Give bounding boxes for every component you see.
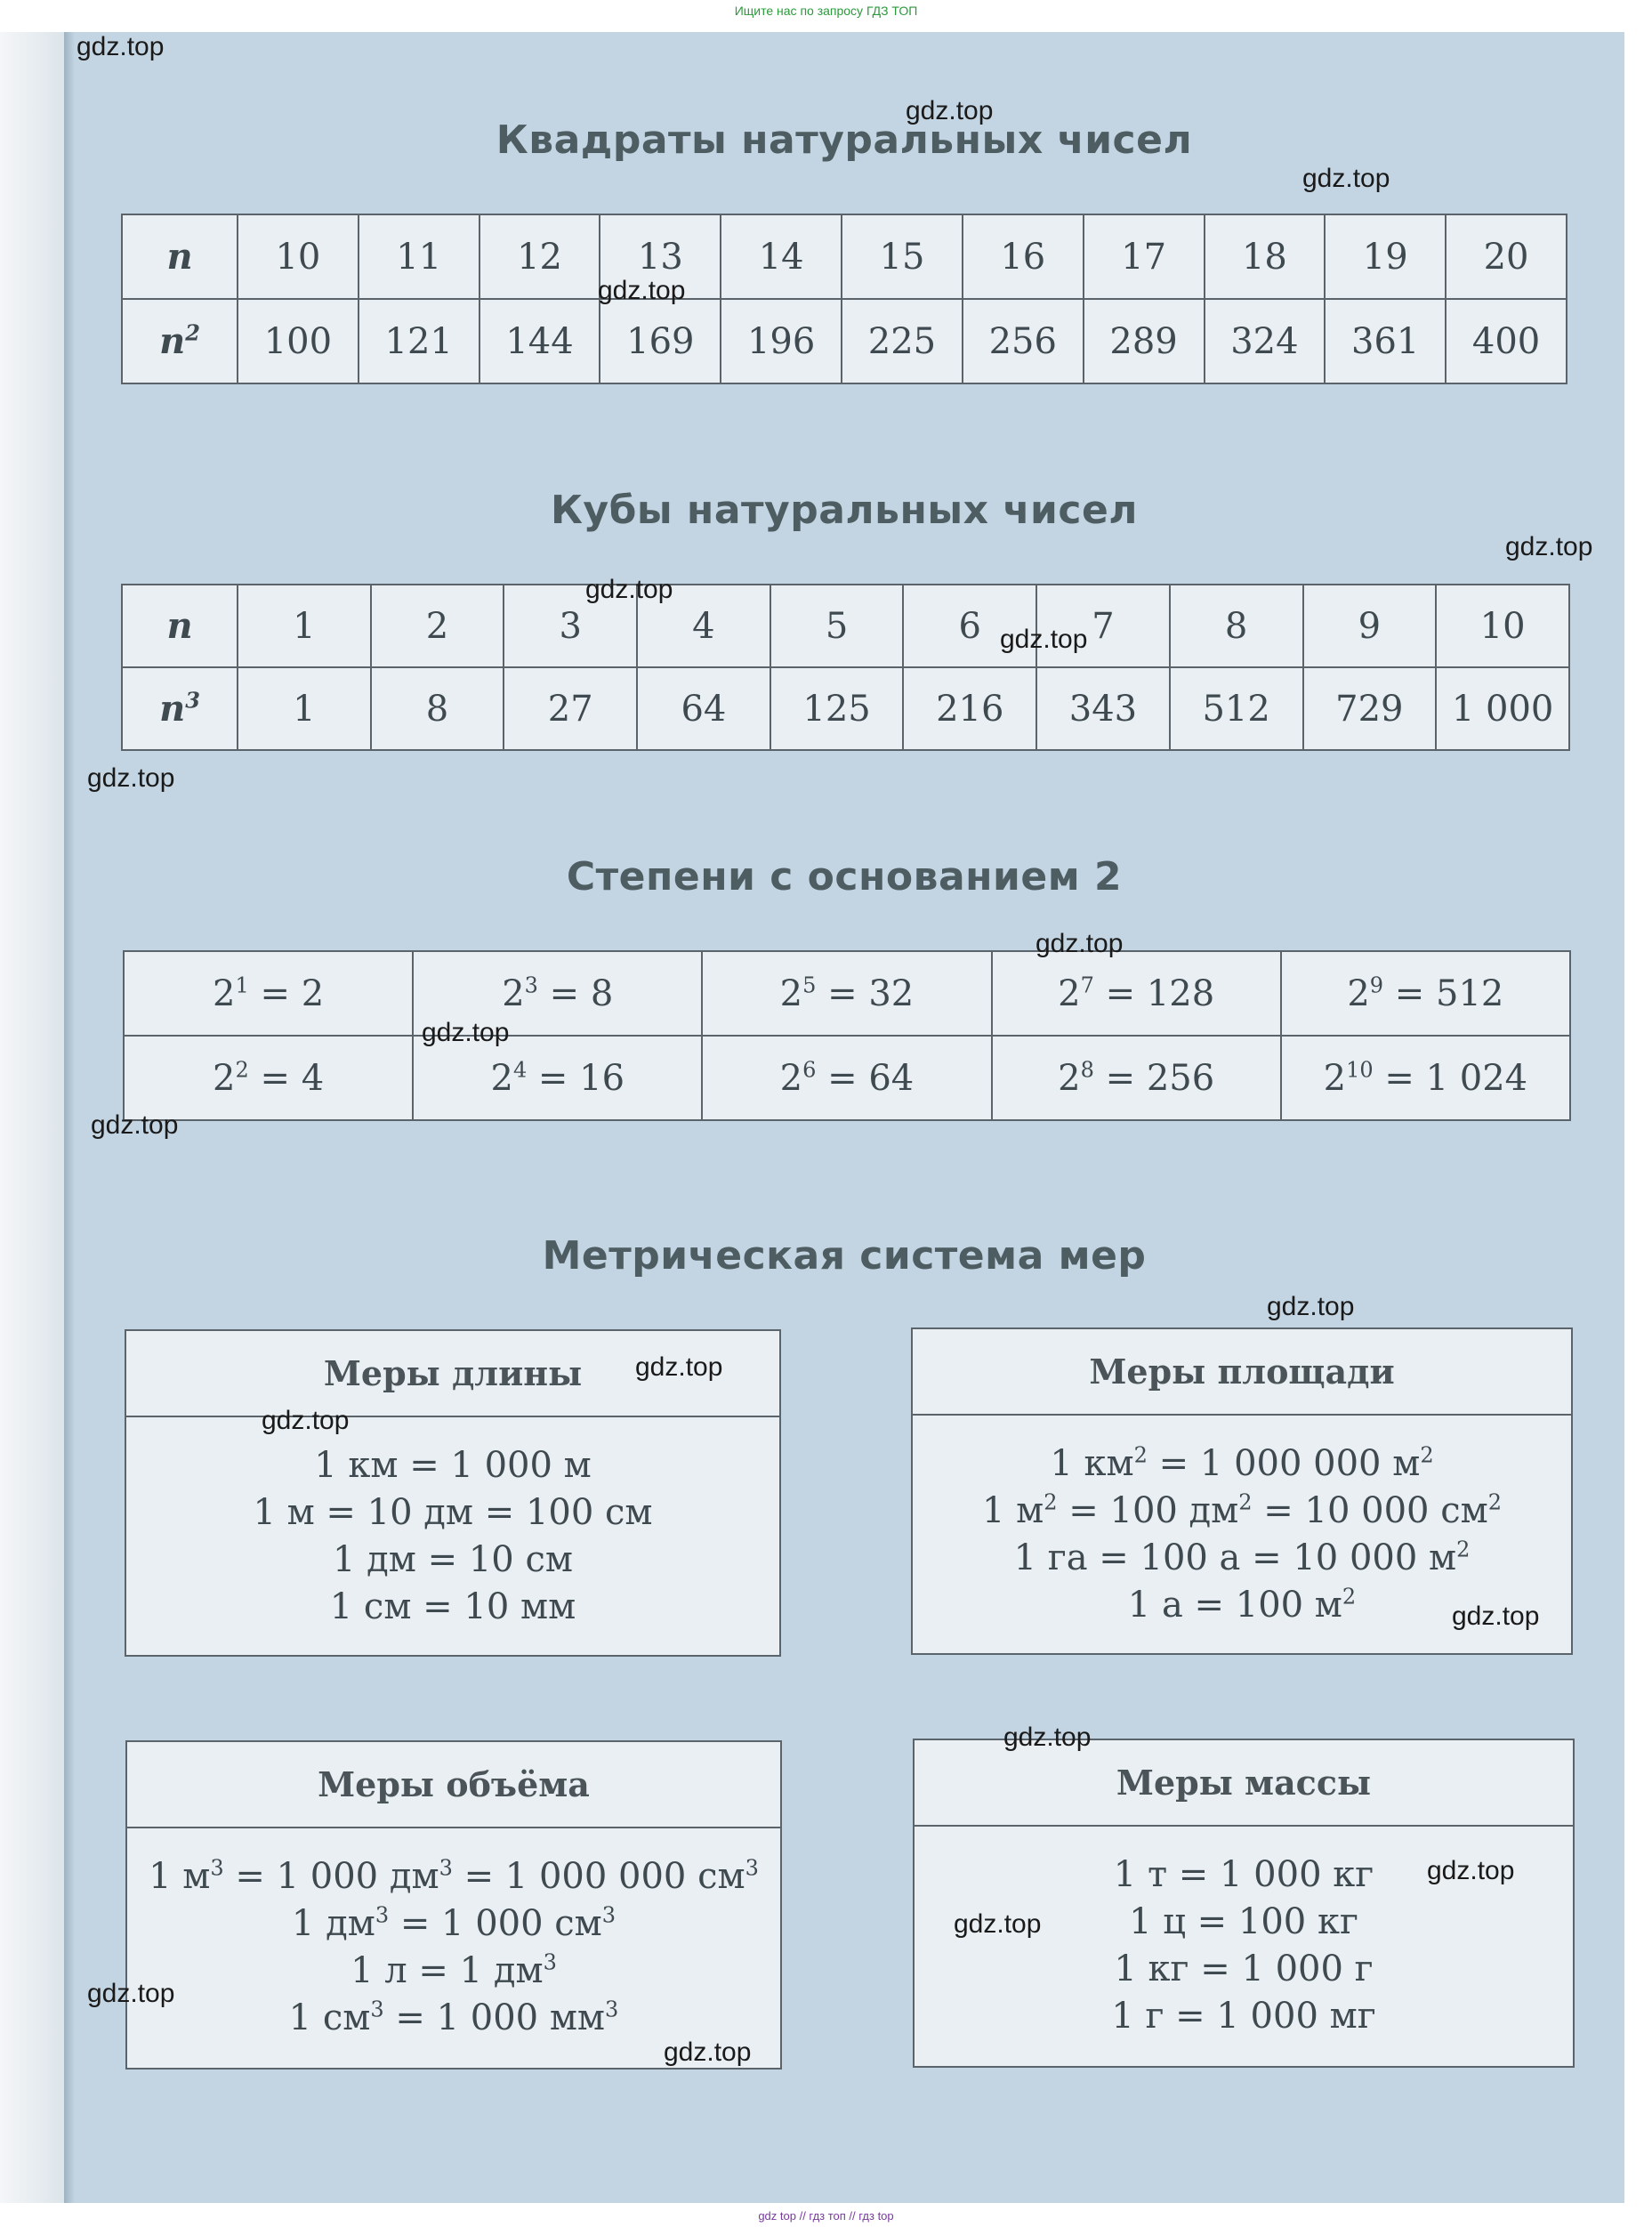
- cubes-n-cell: 5: [770, 585, 904, 667]
- watermark: gdz.top: [1452, 1602, 1540, 1631]
- cubes-n-cell: 1: [238, 585, 371, 667]
- cubes-value-cell: 8: [371, 667, 504, 750]
- watermark: gdz.top: [262, 1406, 350, 1435]
- squares-n-cell: 16: [963, 214, 1084, 299]
- squares-n-cell: 11: [359, 214, 479, 299]
- length-title: Меры длины: [126, 1331, 779, 1417]
- area-line: 1 $м^2 = 100$ $дм^2 = 10$ 000 $см^2$: [981, 1489, 1502, 1531]
- cubes-n-cell: 8: [1170, 585, 1303, 667]
- area-line: 1 а = 100 $м^2$: [1127, 1584, 1357, 1626]
- power-cell: $2^4 = 16$: [413, 1036, 702, 1120]
- squares-value-cell: 289: [1084, 299, 1205, 383]
- bottom-banner: gdz top // гдз топ // гдз top: [758, 2209, 894, 2223]
- mass-box: [913, 1739, 1575, 2068]
- squares-value-cell: 196: [721, 299, 842, 383]
- volume-line: 1 $см^3 = 1$ 000 $мм^3$: [288, 1997, 619, 2038]
- cubes-n-label: n: [122, 585, 238, 667]
- cubes-n-cell: 6: [903, 585, 1036, 667]
- area-line: 1 $км^2 = 1$ 000 000 $м^2$: [1050, 1442, 1434, 1484]
- mass-line: 1 ц = 100 кг: [1129, 1901, 1358, 1942]
- cubes-value-cell: 512: [1170, 667, 1303, 750]
- watermark: gdz.top: [1505, 532, 1593, 561]
- watermark: gdz.top: [87, 763, 175, 793]
- length-line: 1 см = 10 мм: [329, 1586, 576, 1627]
- cubes-value-cell: 729: [1303, 667, 1437, 750]
- squares-n-cell: 20: [1446, 214, 1567, 299]
- watermark: gdz.top: [635, 1352, 723, 1382]
- area-line: 1 га = 100 а = 10 000 $м^2$: [1013, 1537, 1471, 1578]
- volume-line: 1 $дм^3 = 1$ 000 $см^3$: [291, 1902, 616, 1944]
- squares-n-cell: 13: [600, 214, 721, 299]
- volume-line: 1 $м^3 = 1$ 000 $дм^3 = 1$ 000 000 $см^3$: [149, 1855, 759, 1897]
- volume-body: [127, 1828, 780, 2042]
- volume-title: Меры объёма: [127, 1742, 780, 1828]
- cubes-value-cell: 216: [903, 667, 1036, 750]
- cubes-n-cell: 7: [1036, 585, 1170, 667]
- squares-n-cell: 10: [238, 214, 359, 299]
- watermark: gdz.top: [1267, 1292, 1355, 1321]
- power-cell: $2^6 = 64$: [702, 1036, 991, 1120]
- squares-n-label: n: [122, 214, 238, 299]
- squares-value-cell: 400: [1446, 299, 1567, 383]
- power-cell: $2^9 = 512$: [1281, 951, 1570, 1036]
- cubes-value-cell: 125: [770, 667, 904, 750]
- cubes-value-cell: 1 000: [1436, 667, 1569, 750]
- cubes-n-cell: 2: [371, 585, 504, 667]
- area-title: Меры площади: [913, 1329, 1571, 1416]
- watermark: gdz.top: [954, 1909, 1042, 1939]
- power-cell: $2^{10} = 1$ 024: [1281, 1036, 1570, 1120]
- power-cell: $2^1 = 2$: [124, 951, 413, 1036]
- cubes-table: [121, 584, 1570, 751]
- length-line: 1 дм = 10 см: [333, 1539, 573, 1580]
- squares-n-cell: 19: [1325, 214, 1446, 299]
- length-line: 1 км = 1 000 м: [314, 1445, 592, 1486]
- volume-line: 1 л = 1 $дм^3$: [351, 1949, 557, 1991]
- mass-line: 1 г = 1 000 мг: [1111, 1996, 1376, 2037]
- powers-heading: Степени с основанием 2: [566, 854, 1123, 900]
- squares-n-cell: 17: [1084, 214, 1205, 299]
- cubes-n-cell: 10: [1436, 585, 1569, 667]
- squares-n-cell: 14: [721, 214, 842, 299]
- watermark: gdz.top: [91, 1110, 179, 1140]
- squares-value-cell: 121: [359, 299, 479, 383]
- watermark: gdz.top: [1427, 1856, 1515, 1885]
- squares-heading: Квадраты натуральных чисел: [496, 117, 1193, 163]
- mass-line: 1 кг = 1 000 г: [1114, 1949, 1374, 1989]
- cubes-value-cell: 1: [238, 667, 371, 750]
- cubes-n3-label: $n^3$: [122, 667, 238, 750]
- mass-title: Меры массы: [915, 1740, 1573, 1827]
- squares-value-cell: 361: [1325, 299, 1446, 383]
- cubes-n-cell: 3: [504, 585, 637, 667]
- watermark: gdz.top: [1003, 1723, 1092, 1752]
- power-cell: $2^2 = 4$: [124, 1036, 413, 1120]
- watermark: gdz.top: [422, 1018, 510, 1047]
- metric-heading: Метрическая система мер: [542, 1233, 1147, 1279]
- squares-n-cell: 12: [479, 214, 600, 299]
- cubes-value-cell: 343: [1036, 667, 1170, 750]
- cubes-heading: Кубы натуральных чисел: [550, 488, 1139, 533]
- watermark: gdz.top: [585, 575, 673, 604]
- cubes-value-cell: 64: [637, 667, 770, 750]
- squares-value-cell: 169: [600, 299, 721, 383]
- mass-line: 1 т = 1 000 кг: [1113, 1854, 1374, 1895]
- powers-table: [123, 950, 1571, 1121]
- squares-n-cell: 15: [842, 214, 963, 299]
- cubes-n-cell: 9: [1303, 585, 1437, 667]
- watermark: gdz.top: [1036, 929, 1124, 958]
- squares-value-cell: 144: [479, 299, 600, 383]
- squares-value-cell: 100: [238, 299, 359, 383]
- watermark: gdz.top: [906, 96, 994, 125]
- watermark: gdz.top: [1302, 164, 1390, 193]
- top-banner: Ищите нас по запросу ГДЗ ТОП: [734, 4, 918, 18]
- volume-box: [125, 1740, 782, 2070]
- watermark: gdz.top: [87, 1979, 175, 2008]
- watermark: gdz.top: [664, 2037, 752, 2067]
- squares-value-cell: 256: [963, 299, 1084, 383]
- power-cell: $2^7 = 128$: [992, 951, 1281, 1036]
- squares-n2-label: $n^2$: [122, 299, 238, 383]
- squares-value-cell: 324: [1205, 299, 1326, 383]
- watermark: gdz.top: [77, 32, 165, 61]
- textbook-page: [64, 32, 1624, 2203]
- squares-value-cell: 225: [842, 299, 963, 383]
- squares-n-cell: 18: [1205, 214, 1326, 299]
- length-line: 1 м = 10 дм = 100 см: [253, 1492, 653, 1533]
- page-edge: [0, 32, 64, 2203]
- page-spine: [64, 32, 75, 2203]
- power-cell: $2^5 = 32$: [702, 951, 991, 1036]
- watermark: gdz.top: [598, 276, 686, 305]
- length-body: [126, 1417, 779, 1631]
- squares-table: [121, 214, 1567, 384]
- cubes-n-cell: 4: [637, 585, 770, 667]
- watermark: gdz.top: [1000, 625, 1088, 654]
- cubes-value-cell: 27: [504, 667, 637, 750]
- power-cell: $2^3 = 8$: [413, 951, 702, 1036]
- power-cell: $2^8 = 256$: [992, 1036, 1281, 1120]
- area-body: [913, 1416, 1571, 1629]
